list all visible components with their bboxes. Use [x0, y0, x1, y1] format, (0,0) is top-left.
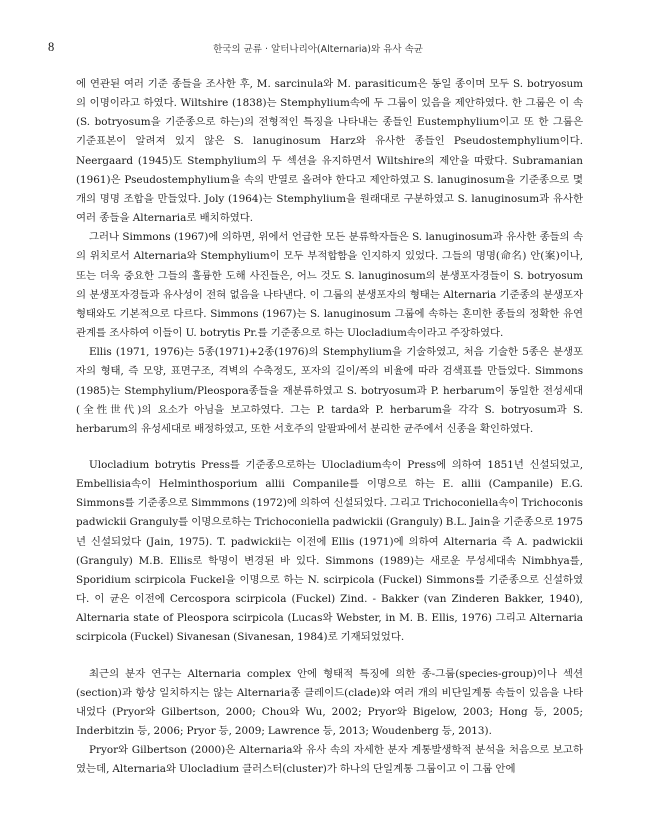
page-header: [48, 40, 588, 56]
paragraph-2: 그러나 Simmons (1967)에 의하면, 위에서 언급한 모든 분류학자들은 S. lanuginosum과 유사한 종들의 속의 위치로서 Alternaria와 Stemphylium이 모두 부적합함을 인지하지 있었다. 그들의 명명(命名) 안(案)이나, 또는 더욱 중요한 그들의 훌륭한 도해 사진들은, 어느 것도 S. lanuginosum의 분생포자경들이 S. botryosum의 분생포자경들과 유사성이 전혀 없음을 나타낸다. 이 그룹의 분생포자의 형태는 Alternaria 기준종의 분생포자 형태와도 기본적으로 다르다. Simmons (1967)는 S. lanuginosum 그룹에 속하는 혼미한 종들의 정확한 유연관계를 조사하여 이들이 U. botrytis Pr.를 기준종으로 하는 Ulocladium속이라고 주장하였다.: [76, 231, 583, 340]
paragraph-3: Ellis (1971, 1976)는 5종(1971)+2종(1976)의 Stemphylium을 기술하였고, 처음 기술한 5종은 분생포자의 형태, 즉 모양, 표면구조, 격벽의 수축정도, 포자의 길이/폭의 비율에 따라 검색표를 만들었다. Simmons (1985)는 Stemphylium/Pleospora종들을 재분류하였고 S. botryosum과 P. herbarum이 동일한 전성세대(全性世代)의 요소가 아님을 보고하였다. 그는 P. tarda와 P. herbarum을 각각 S. botryosum과 S. herbarum의 유성세대로 배정하였고, 또한 서호주의 알팔파에서 분리한 균주에서 신종을 확인하였다.: [76, 346, 583, 435]
body-text: [76, 75, 583, 779]
page-number: 8: [48, 40, 55, 54]
paragraph-6: Pryor와 Gilbertson (2000)은 Alternaria와 유사 속의 자세한 분자 계통발생학적 분석을 처음으로 보고하였는데, Alternaria와 Ulocladium 클러스터(cluster)가 하나의 단일계통 그룹이고 이 그룹 안에: [76, 744, 583, 776]
paragraph-1: 에 연관된 여러 기준 종들을 조사한 후, M. sarcinula와 M. parasiticum은 동일 종이며 모두 S. botryosum의 이명이라고 하였다. Wiltshire (1838)는 Stemphylium속에 두 그룹이 있음을 제안하였다. 한 그룹은 이 속(S. botryosum을 기준종으로 하는)의 전형적인 특징을 나타내는 종들인 Eustemphylium이고 또 한 그룹은 기준표본이 알려져 있지 않은 S. lanuginosum Harz와 유사한 종들인 Pseudostemphylium이다. Neergaard (1945)도 Stemphylium의 두 섹션을 유지하면서 Wiltshire의 제안을 따랐다. Subramanian (1961)은 Pseudostemphylium을 속의 반열로 올려야 한다고 제안하였고 S. lanuginosum을 기준종으로 몇 개의 명명 조합을 만들었다. Joly (1964)는 Stemphylium을 원래대로 구분하였고 S. lanuginosum과 유사한 여러 종들을 Alternaria로 배치하였다.: [76, 78, 583, 225]
paragraph-4: Ulocladium botrytis Press를 기준종으로하는 Ulocladium속이 Press에 의하여 1851년 신설되었고, Embellisia속이 Helminthosporium allii Companile를 이명으로 하는 E. allii (Campanile) E.G. Simmons를 기준종으로 Simmmons (1972)에 의하여 신설되었다. 그리고 Trichoconiella속이 Trichoconis padwickii Granguly를 이명으로하는 Trichoconiella padwickii (Granguly) B.L. Jain을 기준종으로 1975년 신설되었다 (Jain, 1975). T. padwickii는 이전에 Ellis (1971)에 의하여 Alternaria 즉 A. padwickii (Granguly) M.B. Ellis로 학명이 변경된 바 있다. Simmons (1989)는 새로운 무성세대속 Nimbhya를, Sporidium scirpicola Fuckel을 이명으로 하는 N. scirpicola (Fuckel) Simmons를 기준종으로 신설하였다. 이 균은 이전에 Cercospora scirpicola (Fuckel) Zind. - Bakker (van Zinderen Bakker, 1940), Alternaria state of Pleospora scirpicola (Lucas와 Webster, in M. B. Ellis, 1976) 그리고 Alternaria scirpicola (Fuckel) Sivanesan (Sivanesan, 1984)로 기재되었었다.: [76, 458, 583, 644]
paragraph-5: 최근의 분자 연구는 Alternaria complex 안에 형태적 특징에 의한 종-그룹(species-group)이나 섹션(section)과 항상 일치하지는 않는 Alternaria종 클레이드(clade)와 여러 개의 비단일계통 속들이 있음을 나타내었다 (Pryor와 Gilbertson, 2000; Chou와 Wu, 2002; Pryor와 Bigelow, 2003; Hong 등, 2005; Inderbitzin 등, 2006; Pryor 등, 2009; Lawrence 등, 2013; Woudenberg 등, 2013).: [76, 667, 583, 737]
running-title: 한국의 균류 · 알터나리아(Alternaria)와 유사 속균: [213, 44, 423, 55]
